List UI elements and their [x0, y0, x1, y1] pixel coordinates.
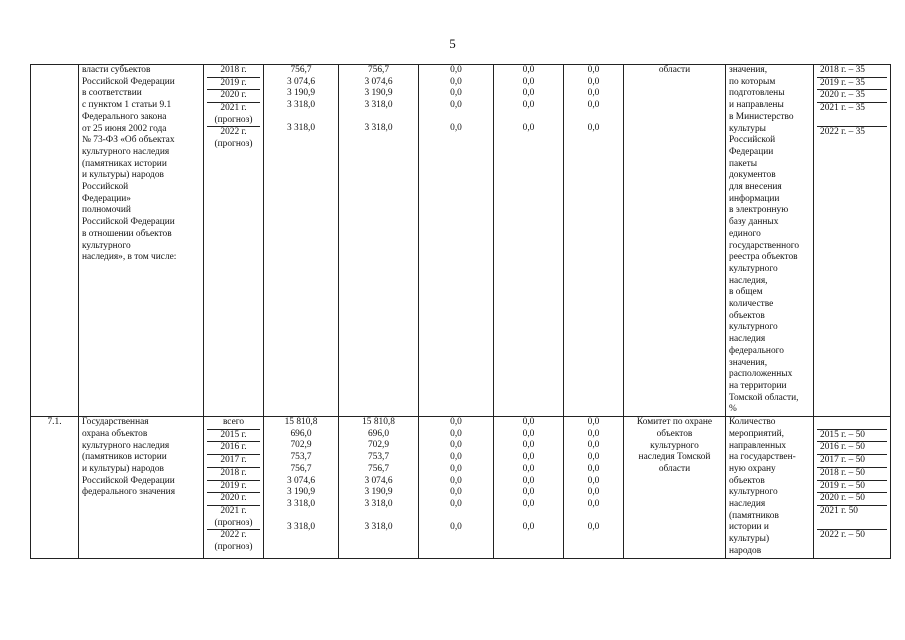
indicator-line: реестра объектов [729, 252, 798, 263]
cell-extra: 0,0 [587, 76, 600, 87]
indicator-line: % [729, 404, 737, 415]
indicator-line: культурного [729, 322, 778, 333]
indicator-line: Российской [729, 135, 776, 146]
indicator-line: и направлены [729, 100, 784, 111]
cell-total: 3 074,6 [286, 475, 316, 486]
executor-line: культурного [650, 440, 699, 451]
name-line: федерального значения [82, 487, 176, 498]
cell-obl: 0,0 [450, 88, 462, 99]
cell-loc: 0,0 [522, 417, 535, 428]
indicator-line: мероприятий, [729, 428, 784, 439]
indicator-line: количестве [729, 299, 774, 310]
executor-line: Комитет по охране [636, 417, 713, 428]
name-line: в отношении объектов [82, 228, 172, 239]
cell-year: 2019 г. [207, 481, 260, 494]
indicator-line: направленных [729, 440, 787, 451]
name-line: № 73-ФЗ «Об объектах [82, 135, 175, 146]
cell-loc: 0,0 [522, 123, 535, 134]
indicator-line: культуры) [729, 534, 770, 545]
indicator-line: Федерации [729, 146, 774, 157]
name-line: и культуры) народов [82, 463, 164, 474]
cell-year: 2020 г. [207, 493, 260, 506]
executor-line: объектов [656, 428, 693, 439]
cell-obl: 0,0 [450, 100, 462, 111]
cell-year: 2018 г. [207, 65, 260, 78]
name-line: в соответствии [82, 88, 142, 99]
years-column [204, 417, 264, 558]
name-line: культурного [82, 240, 131, 251]
cell-extra: 0,0 [587, 452, 600, 463]
cell-obl: 0,0 [450, 475, 462, 486]
targets-column [814, 65, 891, 417]
cell-total: 756,7 [290, 65, 312, 75]
cell-fed: 756,7 [367, 65, 390, 75]
total-column [264, 65, 339, 417]
indicator-line: объектов [729, 475, 765, 486]
indicator-line: наследия [729, 499, 766, 510]
target-value: 2020 г. – 35 [817, 90, 887, 103]
extrabudget-column [564, 65, 624, 417]
cell-total: 753,7 [290, 452, 312, 463]
cell-total: 3 074,6 [286, 76, 316, 87]
cell-total: 15 810,8 [284, 417, 318, 428]
cell-fed: 3 074,6 [364, 76, 393, 87]
cell-obl: 0,0 [450, 417, 462, 428]
cell-extra: 0,0 [587, 463, 600, 474]
name-line: культурного наследия [82, 440, 170, 451]
cell-total: 3 318,0 [286, 123, 316, 134]
section-number: 7.1. [31, 417, 79, 558]
cell-loc: 0,0 [522, 487, 535, 498]
indicator-cell [726, 417, 814, 558]
name-line: охрана объектов [82, 428, 148, 439]
name-line: полномочий [82, 205, 131, 216]
section-name [79, 417, 204, 558]
cell-loc: 0,0 [522, 498, 535, 509]
cell-extra: 0,0 [587, 428, 600, 439]
indicator-line: культуры [729, 123, 766, 134]
cell-fed: 3 318,0 [364, 522, 393, 533]
cell-obl: 0,0 [450, 522, 462, 533]
cell-year: 2022 г. (прогноз) [214, 127, 253, 150]
cell-total: 3 318,0 [286, 100, 316, 111]
cell-extra: 0,0 [587, 522, 600, 533]
indicator-line: единого [729, 228, 761, 239]
executor-line: наследия Томской [638, 452, 711, 463]
name-line: Российской [82, 182, 129, 193]
cell-fed: 3 190,9 [364, 487, 393, 498]
local-column [494, 417, 564, 558]
indicator-line: значения, [729, 357, 768, 368]
cell-extra: 0,0 [587, 475, 600, 486]
target-value: 2022 г. – 35 [820, 127, 865, 138]
indicator-line: (памятников [729, 510, 779, 521]
indicator-line: пакеты [729, 158, 758, 169]
target-value: 2018 г. – 35 [817, 65, 887, 78]
indicator-line: культурного [729, 263, 778, 274]
regional-column [419, 65, 494, 417]
program-table [30, 64, 891, 559]
section-name [79, 65, 204, 417]
cell-loc: 0,0 [522, 452, 535, 463]
indicator-line: в общем [729, 287, 763, 298]
cell-extra: 0,0 [587, 100, 600, 111]
indicator-line: в Министерство [729, 111, 794, 122]
cell-loc: 0,0 [522, 100, 535, 111]
cell-fed: 3 190,9 [364, 88, 393, 99]
section-row-1 [31, 65, 891, 417]
target-value: 2021 г. 50 [817, 506, 887, 530]
cell-obl: 0,0 [450, 452, 462, 463]
cell-loc: 0,0 [522, 76, 535, 87]
cell-loc: 0,0 [522, 475, 535, 486]
name-line: (памятников истории [82, 452, 167, 463]
cell-year: всего [207, 417, 260, 430]
cell-total: 3 190,9 [286, 88, 316, 99]
cell-loc: 0,0 [522, 440, 535, 451]
cell-fed: 3 318,0 [364, 100, 393, 111]
cell-total: 756,7 [290, 463, 312, 474]
cell-year: 2021 г. (прогноз) [207, 506, 260, 530]
name-line: и культуры) народов [82, 170, 164, 181]
target-value: 2018 г. – 50 [817, 468, 887, 481]
indicator-line: по которым [729, 76, 776, 87]
cell-fed: 702,9 [367, 440, 390, 451]
section-number [31, 65, 79, 417]
name-line: Российской Федерации [82, 217, 175, 228]
page-number: 5 [449, 36, 456, 51]
total-column [264, 417, 339, 558]
cell-obl: 0,0 [450, 463, 462, 474]
cell-total: 3 318,0 [286, 522, 316, 533]
cell-obl: 0,0 [450, 428, 462, 439]
target-value: 2019 г. – 50 [817, 481, 887, 494]
indicator-line: наследия, [729, 275, 768, 286]
name-line: власти субъектов [82, 65, 151, 75]
name-line: Российской Федерации [82, 76, 175, 87]
cell-year: 2022 г. (прогноз) [214, 530, 253, 552]
cell-year: 2019 г. [207, 78, 260, 91]
indicator-line: наследия [729, 334, 766, 345]
target-value [817, 417, 887, 430]
extrabudget-column [564, 417, 624, 558]
cell-extra: 0,0 [587, 487, 600, 498]
section-row-2 [31, 417, 891, 558]
cell-obl: 0,0 [450, 440, 462, 451]
cell-fed: 696,0 [367, 428, 390, 439]
cell-year: 2016 г. [207, 442, 260, 455]
indicator-line: Количество [729, 417, 776, 428]
cell-loc: 0,0 [522, 428, 535, 439]
indicator-line: для внесения [729, 182, 782, 193]
target-value: 2019 г. – 35 [817, 78, 887, 91]
name-line: Российской Федерации [82, 475, 175, 486]
name-line: наследия», в том числе: [82, 252, 177, 263]
target-value: 2016 г. – 50 [817, 442, 887, 455]
cell-fed: 3 318,0 [364, 123, 393, 134]
name-line: культурного наследия [82, 146, 170, 157]
cell-year: 2018 г. [207, 468, 260, 481]
indicator-line: значения, [729, 65, 768, 75]
cell-extra: 0,0 [587, 65, 600, 75]
executor-cell [624, 417, 726, 558]
cell-year: 2021 г. (прогноз) [207, 103, 260, 127]
cell-obl: 0,0 [450, 498, 462, 509]
regional-column [419, 417, 494, 558]
cell-loc: 0,0 [522, 65, 535, 75]
cell-year: 2017 г. [207, 455, 260, 468]
target-value: 2015 г. – 50 [817, 430, 887, 443]
name-line: Федерации» [82, 193, 131, 204]
indicator-line: подготовлены [729, 88, 785, 99]
cell-fed: 753,7 [367, 452, 390, 463]
name-line: (памятниках истории [82, 158, 167, 169]
target-value: 2021 г. – 35 [817, 103, 887, 127]
executor-line: области [658, 463, 691, 474]
name-line: Государственная [82, 417, 149, 428]
local-column [494, 65, 564, 417]
indicator-line: базу данных [729, 217, 779, 228]
indicator-line: государственного [729, 240, 800, 251]
name-line: с пунктом 1 статьи 9.1 [82, 100, 172, 111]
cell-extra: 0,0 [587, 88, 600, 99]
cell-total: 3 318,0 [286, 498, 316, 509]
cell-loc: 0,0 [522, 88, 535, 99]
cell-loc: 0,0 [522, 463, 535, 474]
target-value: 2017 г. – 50 [817, 455, 887, 468]
cell-total: 696,0 [290, 428, 312, 439]
cell-obl: 0,0 [450, 65, 462, 75]
cell-loc: 0,0 [522, 522, 535, 533]
name-line: Федерального закона [82, 111, 167, 122]
indicator-line: на территории [729, 380, 787, 391]
indicator-line: объектов [729, 310, 765, 321]
years-column [204, 65, 264, 417]
indicator-line: расположенных [729, 369, 793, 380]
cell-extra: 0,0 [587, 498, 600, 509]
indicator-line: в электронную [729, 205, 789, 216]
cell-extra: 0,0 [587, 417, 600, 428]
indicator-line: Томской области, [729, 392, 799, 403]
indicator-line: информации [729, 193, 780, 204]
cell-obl: 0,0 [450, 487, 462, 498]
indicator-line: на государствен- [729, 452, 796, 463]
cell-year: 2020 г. [207, 90, 260, 103]
indicator-cell [726, 65, 814, 417]
cell-fed: 15 810,8 [362, 417, 395, 428]
indicator-line: ную охрану [729, 463, 776, 474]
indicator-line: народов [729, 545, 762, 556]
target-value: 2020 г. – 50 [817, 493, 887, 506]
cell-extra: 0,0 [587, 440, 600, 451]
cell-total: 702,9 [290, 440, 312, 451]
executor-cell: области [624, 65, 726, 417]
federal-column [339, 65, 419, 417]
targets-column [814, 417, 891, 558]
indicator-line: документов [729, 170, 776, 181]
federal-column [339, 417, 419, 558]
indicator-line: истории и [729, 522, 769, 533]
cell-fed: 756,7 [367, 463, 390, 474]
indicator-line: федерального [729, 345, 784, 356]
indicator-line: культурного [729, 487, 778, 498]
target-value: 2022 г. – 50 [820, 530, 865, 541]
name-line: от 25 июня 2002 года [82, 123, 167, 134]
cell-obl: 0,0 [450, 76, 462, 87]
cell-fed: 3 074,6 [364, 475, 393, 486]
cell-obl: 0,0 [450, 123, 462, 134]
cell-fed: 3 318,0 [364, 498, 393, 509]
cell-total: 3 190,9 [286, 487, 316, 498]
cell-year: 2015 г. [207, 430, 260, 443]
cell-extra: 0,0 [587, 123, 600, 134]
